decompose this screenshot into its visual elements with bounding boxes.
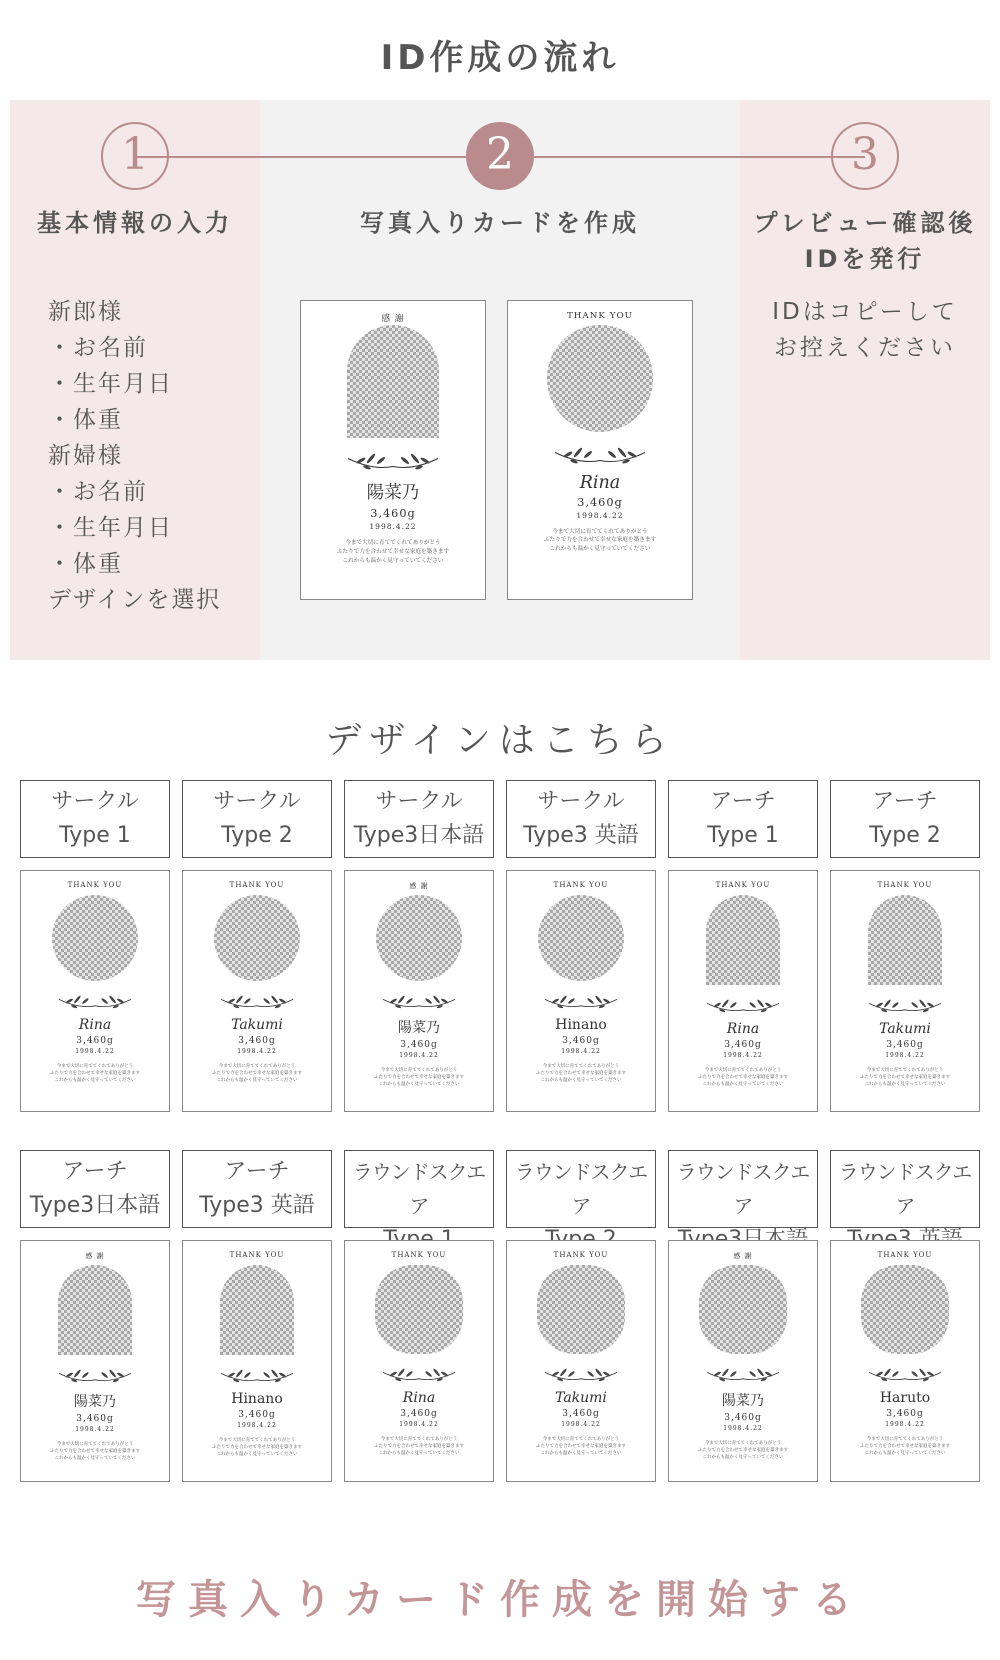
- message-line: これからも温かく見守っていてください: [702, 1082, 784, 1087]
- card-name: 陽菜乃: [398, 1019, 440, 1036]
- message-line: 今まで大切に育ててくれてありがとう: [380, 1436, 458, 1442]
- design-label[interactable]: [506, 1150, 656, 1228]
- message-line: これからも温かく見守っていてください: [216, 1077, 298, 1083]
- list-item: ・生年月日: [48, 515, 173, 541]
- design-label-line1: アーチ: [872, 789, 938, 814]
- design-label[interactable]: [830, 1150, 980, 1228]
- card-name: 陽菜乃: [366, 483, 420, 503]
- design-label-line2: Type 2: [221, 823, 293, 848]
- message-line: ふたりで力を合わせて幸せな家庭を築きます: [698, 1447, 788, 1453]
- design-label-line1: ラウンドスクエア: [352, 1160, 486, 1218]
- photo-placeholder: [58, 1265, 132, 1355]
- design-label-line1: ラウンドスクエア: [838, 1160, 972, 1218]
- list-item: デザインを選択: [48, 587, 222, 613]
- card-message: [21, 1441, 169, 1462]
- design-label-line1: アーチ: [710, 789, 776, 814]
- card-header-text: THANK YOU: [877, 881, 933, 889]
- laurel-ornament-icon: [541, 991, 621, 1011]
- design-label[interactable]: [344, 780, 494, 858]
- card-weight: 3,460g: [76, 1035, 114, 1046]
- design-label[interactable]: [668, 780, 818, 858]
- card-weight: 3,460g: [562, 1035, 600, 1046]
- design-label-line2: Type3日本語: [353, 823, 485, 848]
- design-card-preview[interactable]: [20, 1240, 170, 1482]
- design-card-preview[interactable]: [668, 870, 818, 1112]
- photo-placeholder: [376, 895, 462, 981]
- message-line: ふたりで力を合わせて幸せな家庭を築きます: [536, 1070, 626, 1076]
- message-line: これからも温かく見守っていてください: [342, 557, 444, 564]
- design-label-line1: ラウンドスクエア: [676, 1160, 810, 1218]
- card-header-text: THANK YOU: [391, 1251, 447, 1259]
- photo-placeholder: [537, 1265, 626, 1354]
- message-line: ふたりで力を合わせて幸せな家庭を築きます: [543, 537, 657, 544]
- message-line: これからも温かく見守っていてください: [378, 1081, 460, 1087]
- laurel-ornament-icon: [703, 1364, 783, 1384]
- message-line: これからも温かく見守っていてください: [864, 1082, 946, 1087]
- step3-label-line1: プレビュー確認後: [753, 209, 977, 237]
- card-message: [669, 1067, 817, 1088]
- message-line: ふたりで力を合わせて幸せな家庭を築きます: [698, 1075, 788, 1080]
- photo-placeholder: [706, 895, 780, 985]
- card-message: [831, 1436, 979, 1457]
- photo-placeholder: [538, 895, 624, 981]
- card-weight: 3,460g: [886, 1040, 924, 1050]
- photo-placeholder: [861, 1265, 950, 1354]
- card-name: Rina: [726, 1021, 760, 1037]
- design-label-line1: アーチ: [224, 1159, 290, 1184]
- laurel-ornament-icon: [55, 991, 135, 1011]
- card-name: Rina: [402, 1389, 436, 1406]
- card-header-text: THANK YOU: [877, 1251, 933, 1259]
- message-line: 今まで大切に育ててくれてありがとう: [380, 1067, 458, 1073]
- card-date: 1998.4.22: [75, 1426, 115, 1433]
- note-line: IDはコピーして: [772, 299, 958, 325]
- design-label-line2: Type 1: [707, 823, 779, 848]
- card-message: [183, 1063, 331, 1084]
- step2-number: 2: [466, 122, 534, 190]
- card-name: Takumi: [879, 1021, 931, 1037]
- design-label[interactable]: [20, 780, 170, 858]
- card-header-text: THANK YOU: [566, 311, 634, 321]
- photo-placeholder: [347, 325, 439, 438]
- design-card-preview[interactable]: [182, 1240, 332, 1482]
- card-date: 1998.4.22: [369, 522, 417, 531]
- card-weight: 3,460g: [370, 507, 416, 520]
- list-item: ・体重: [48, 407, 123, 433]
- message-line: ふたりで力を合わせて幸せな家庭を築きます: [50, 1070, 140, 1076]
- message-line: これからも温かく見守っていてください: [549, 546, 651, 553]
- list-item: ・生年月日: [48, 371, 173, 397]
- step1-label: 基本情報の入力: [37, 209, 233, 237]
- message-line: これからも温かく見守っていてください: [540, 1077, 622, 1083]
- laurel-ornament-icon: [343, 448, 443, 473]
- laurel-ornament-icon: [703, 995, 783, 1015]
- card-date: 1998.4.22: [885, 1052, 925, 1059]
- card-name: Hinano: [231, 1391, 283, 1407]
- design-label-line2: Type 2: [869, 823, 941, 848]
- message-line: 今まで大切に育ててくれてありがとう: [345, 540, 441, 546]
- card-weight: 3,460g: [886, 1408, 924, 1419]
- photo-placeholder: [214, 895, 300, 981]
- message-line: ふたりで力を合わせて幸せな家庭を築きます: [212, 1445, 302, 1450]
- card-weight: 3,460g: [238, 1410, 276, 1420]
- message-line: これからも温かく見守っていてください: [54, 1456, 136, 1461]
- message-line: 今まで大切に育ててくれてありがとう: [866, 1436, 944, 1442]
- card-name: Rina: [579, 472, 621, 493]
- message-line: ふたりで力を合わせて幸せな家庭を築きます: [336, 548, 450, 555]
- message-line: 今まで大切に育ててくれてありがとう: [704, 1068, 782, 1073]
- card-weight: 3,460g: [76, 1414, 114, 1424]
- card-message: [345, 1067, 493, 1088]
- card-date: 1998.4.22: [723, 1052, 763, 1059]
- card-name: Hinano: [555, 1016, 607, 1033]
- design-label-line1: アーチ: [62, 1159, 128, 1184]
- design-title: デザインはこちら: [325, 720, 675, 761]
- step3-label-line2: IDを発行: [804, 245, 926, 273]
- step3-note: [740, 294, 990, 366]
- design-card-preview[interactable]: [506, 870, 656, 1112]
- card-message: [831, 1067, 979, 1088]
- note-line: お控えください: [774, 335, 956, 361]
- card-weight: 3,460g: [400, 1408, 438, 1419]
- message-line: 今まで大切に育ててくれてありがとう: [56, 1063, 134, 1069]
- card-date: 1998.4.22: [576, 510, 624, 520]
- card-name: 陽菜乃: [722, 1392, 764, 1409]
- list-item: 新婦様: [48, 443, 123, 469]
- step1-number: 1: [101, 122, 169, 190]
- laurel-ornament-icon: [217, 1365, 297, 1385]
- card-date: 1998.4.22: [237, 1047, 277, 1055]
- design-label[interactable]: [182, 780, 332, 858]
- card-name: 陽菜乃: [74, 1394, 116, 1410]
- card-header-text: THANK YOU: [229, 881, 285, 889]
- card-name: Takumi: [231, 1016, 283, 1033]
- design-label-line1: サークル: [51, 789, 139, 814]
- message-line: 今まで大切に育ててくれてありがとう: [552, 528, 648, 535]
- design-card-preview[interactable]: [344, 1240, 494, 1482]
- card-date: 1998.4.22: [237, 1422, 277, 1429]
- message-line: これからも温かく見守っていてください: [702, 1454, 784, 1460]
- message-line: これからも温かく見守っていてください: [378, 1450, 460, 1456]
- photo-placeholder: [375, 1265, 464, 1354]
- start-card-creation-button[interactable]: 写真入りカード作成を開始する: [136, 1577, 864, 1623]
- message-line: これからも温かく見守っていてください: [216, 1452, 298, 1457]
- design-card-preview[interactable]: [344, 870, 494, 1112]
- laurel-ornament-icon: [865, 995, 945, 1015]
- card-weight: 3,460g: [724, 1040, 762, 1050]
- laurel-ornament-icon: [379, 991, 459, 1011]
- message-line: ふたりで力を合わせて幸せな家庭を築きます: [374, 1443, 464, 1449]
- card-header-text: THANK YOU: [553, 1251, 609, 1259]
- design-card-preview[interactable]: [830, 870, 980, 1112]
- design-label-line2: Type3 英語: [199, 1193, 315, 1218]
- design-label[interactable]: [506, 780, 656, 858]
- design-label-line1: サークル: [213, 789, 301, 814]
- message-line: 今まで大切に育ててくれてありがとう: [542, 1436, 620, 1442]
- design-label-line1: サークル: [375, 789, 463, 814]
- card-header-text: THANK YOU: [715, 881, 771, 889]
- card-message: [508, 528, 692, 554]
- message-line: ふたりで力を合わせて幸せな家庭を築きます: [374, 1074, 464, 1080]
- design-label-line2: Type 1: [59, 823, 131, 848]
- design-label[interactable]: [344, 1150, 494, 1228]
- card-date: 1998.4.22: [723, 1424, 763, 1432]
- card-header-text: THANK YOU: [229, 1251, 285, 1259]
- message-line: ふたりで力を合わせて幸せな家庭を築きます: [860, 1075, 950, 1080]
- card-date: 1998.4.22: [561, 1420, 601, 1428]
- step1-field-list: [48, 294, 221, 618]
- design-label[interactable]: [668, 1150, 818, 1228]
- card-weight: 3,460g: [238, 1035, 276, 1046]
- laurel-ornament-icon: [217, 991, 297, 1011]
- design-card-preview[interactable]: [182, 870, 332, 1112]
- card-date: 1998.4.22: [399, 1420, 439, 1428]
- card-header-text: 感 謝: [409, 882, 429, 890]
- laurel-ornament-icon: [541, 1364, 621, 1384]
- design-label-line1: サークル: [537, 789, 625, 814]
- design-label-line2: Type3日本語: [29, 1193, 161, 1218]
- laurel-ornament-icon: [379, 1364, 459, 1384]
- laurel-ornament-icon: [550, 442, 650, 467]
- message-line: これからも温かく見守っていてください: [864, 1450, 946, 1456]
- design-card-preview[interactable]: [506, 1240, 656, 1482]
- photo-placeholder: [699, 1265, 788, 1354]
- message-line: 今まで大切に育ててくれてありがとう: [704, 1440, 782, 1446]
- step3-number: 3: [831, 122, 899, 190]
- card-message: [183, 1437, 331, 1458]
- list-item: 新郎様: [48, 299, 123, 325]
- card-message: [669, 1440, 817, 1461]
- card-message: [345, 1436, 493, 1457]
- card-weight: 3,460g: [400, 1039, 438, 1050]
- card-date: 1998.4.22: [399, 1051, 439, 1059]
- design-card-preview[interactable]: [300, 300, 486, 600]
- list-item: ・お名前: [48, 479, 148, 505]
- design-card-preview[interactable]: [507, 300, 693, 600]
- card-name: Haruto: [879, 1389, 931, 1406]
- card-message: [301, 539, 485, 565]
- card-header-text: 感 謝: [733, 1252, 753, 1260]
- design-card-preview[interactable]: [830, 1240, 980, 1482]
- message-line: ふたりで力を合わせて幸せな家庭を築きます: [50, 1449, 140, 1454]
- message-line: 今まで大切に育ててくれてありがとう: [542, 1063, 620, 1069]
- step2-label: 写真入りカードを作成: [360, 209, 640, 237]
- message-line: これからも温かく見守っていてください: [540, 1450, 622, 1456]
- laurel-ornament-icon: [55, 1365, 135, 1385]
- message-line: これからも温かく見守っていてください: [54, 1077, 136, 1083]
- card-message: [507, 1063, 655, 1084]
- design-label[interactable]: [830, 780, 980, 858]
- design-card-preview[interactable]: [20, 870, 170, 1112]
- step3-label: [740, 205, 990, 277]
- design-label[interactable]: [182, 1150, 332, 1228]
- photo-placeholder: [220, 1265, 294, 1355]
- card-date: 1998.4.22: [885, 1420, 925, 1428]
- card-name: Takumi: [555, 1389, 607, 1406]
- card-date: 1998.4.22: [561, 1047, 601, 1055]
- design-label-line2: Type3 英語: [523, 823, 639, 848]
- photo-placeholder: [868, 895, 942, 985]
- photo-placeholder: [547, 325, 654, 432]
- card-message: [507, 1436, 655, 1457]
- card-name: Rina: [78, 1016, 112, 1033]
- card-weight: 3,460g: [562, 1408, 600, 1419]
- card-weight: 3,460g: [724, 1412, 762, 1423]
- message-line: 今まで大切に育ててくれてありがとう: [866, 1068, 944, 1073]
- card-header-text: THANK YOU: [67, 881, 123, 889]
- message-line: 今まで大切に育ててくれてありがとう: [218, 1438, 296, 1443]
- design-card-preview[interactable]: [668, 1240, 818, 1482]
- message-line: 今まで大切に育ててくれてありがとう: [56, 1442, 134, 1447]
- card-message: [21, 1063, 169, 1084]
- message-line: ふたりで力を合わせて幸せな家庭を築きます: [536, 1443, 626, 1449]
- card-header-text: THANK YOU: [553, 881, 609, 889]
- card-header-text: 感 謝: [85, 1252, 105, 1260]
- card-header-text: 感 謝: [381, 314, 405, 324]
- laurel-ornament-icon: [865, 1364, 945, 1384]
- list-item: ・お名前: [48, 335, 148, 361]
- card-date: 1998.4.22: [75, 1047, 115, 1055]
- flow-title: ID作成の流れ: [380, 38, 620, 78]
- design-label-line1: ラウンドスクエア: [514, 1160, 648, 1218]
- photo-placeholder: [52, 895, 138, 981]
- design-label[interactable]: [20, 1150, 170, 1228]
- message-line: ふたりで力を合わせて幸せな家庭を築きます: [212, 1070, 302, 1076]
- message-line: ふたりで力を合わせて幸せな家庭を築きます: [860, 1443, 950, 1449]
- card-weight: 3,460g: [577, 495, 623, 509]
- message-line: 今まで大切に育ててくれてありがとう: [218, 1063, 296, 1069]
- list-item: ・体重: [48, 551, 123, 577]
